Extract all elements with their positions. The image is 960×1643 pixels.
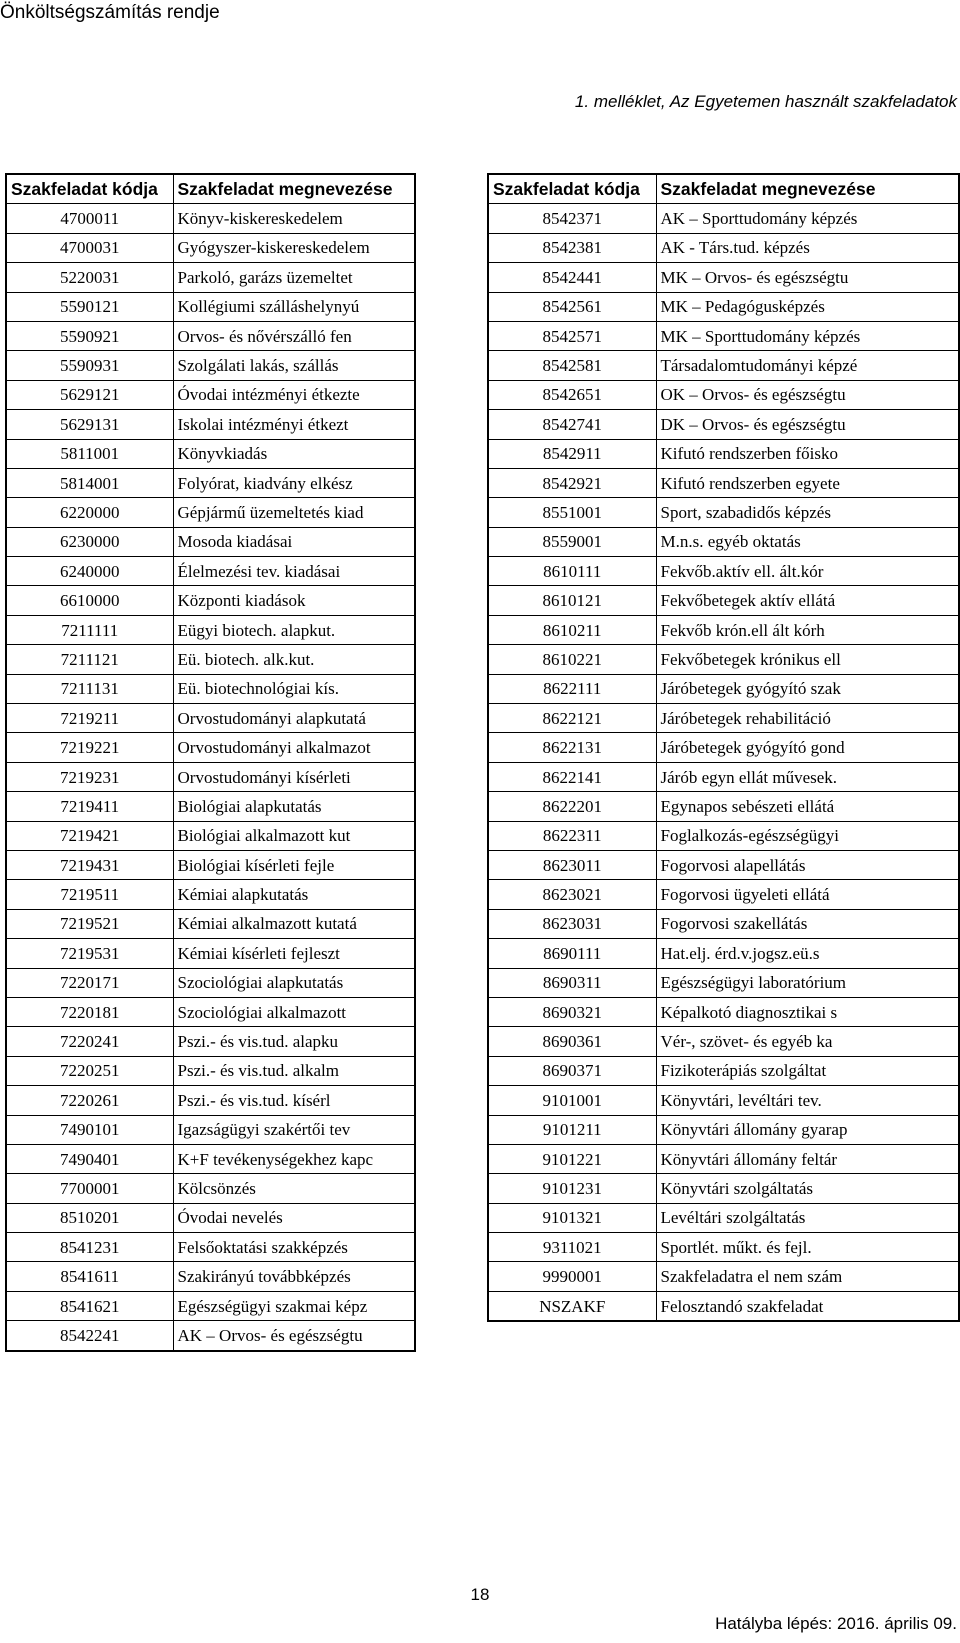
table-row — [6, 968, 415, 997]
task-name-cell: Kölcsönzés — [173, 1174, 415, 1203]
page-number: 18 — [470, 1585, 490, 1604]
task-code-cell: 5629131 — [6, 410, 173, 439]
task-code-cell: 8542741 — [488, 410, 656, 439]
task-code-cell: 8622141 — [488, 762, 656, 791]
table-row — [6, 351, 415, 380]
task-name-cell: Járóbetegek rehabilitáció — [656, 704, 959, 733]
table-row — [488, 557, 959, 586]
table-row — [6, 380, 415, 409]
table-row — [6, 586, 415, 615]
name-column-header: Szakfeladat megnevezése — [656, 174, 959, 204]
table-row — [488, 1262, 959, 1291]
left-table-body — [6, 204, 415, 1351]
table-row — [488, 351, 959, 380]
task-code-cell: 7219221 — [6, 733, 173, 762]
table-row — [488, 410, 959, 439]
task-code-cell: 8542911 — [488, 439, 656, 468]
task-code-cell: 6230000 — [6, 527, 173, 556]
task-name-cell: Eügyi biotech. alapkut. — [173, 615, 415, 644]
task-name-cell: Eü. biotechnológiai kís. — [173, 674, 415, 703]
table-row — [6, 1115, 415, 1144]
table-row — [6, 821, 415, 850]
task-code-cell: 8541611 — [6, 1262, 173, 1291]
annex-subtitle: 1. melléklet, Az Egyetemen használt szakfeladatok — [574, 92, 957, 111]
task-code-cell: 8610121 — [488, 586, 656, 615]
name-column-header: Szakfeladat megnevezése — [173, 174, 415, 204]
task-code-cell: 8690311 — [488, 968, 656, 997]
task-code-cell: 7219421 — [6, 821, 173, 850]
task-name-cell: Könyvtári, levéltári tev. — [656, 1086, 959, 1115]
table-row — [488, 615, 959, 644]
task-code-cell: 7219521 — [6, 909, 173, 938]
task-code-cell: 7220171 — [6, 968, 173, 997]
task-code-cell: 7220241 — [6, 1027, 173, 1056]
task-name-cell: Hat.elj. érd.v.jogsz.eü.s — [656, 939, 959, 968]
table-row — [488, 1291, 959, 1321]
task-name-cell: Szakirányú továbbképzés — [173, 1262, 415, 1291]
table-row — [6, 615, 415, 644]
table-row — [6, 292, 415, 321]
task-name-cell: Kémiai alapkutatás — [173, 880, 415, 909]
task-code-cell: 7219211 — [6, 704, 173, 733]
task-name-cell: Eü. biotech. alk.kut. — [173, 645, 415, 674]
task-name-cell: Foglalkozás-egészségügyi — [656, 821, 959, 850]
table-row — [488, 439, 959, 468]
table-row — [6, 939, 415, 968]
task-name-cell: Élelmezési tev. kiadásai — [173, 557, 415, 586]
task-name-cell: AK – Sporttudomány képzés — [656, 204, 959, 233]
task-name-cell: Biológiai kísérleti fejle — [173, 850, 415, 879]
task-code-cell: 7490101 — [6, 1115, 173, 1144]
task-code-cell: 5590931 — [6, 351, 173, 380]
task-code-cell: 9990001 — [488, 1262, 656, 1291]
table-row — [488, 527, 959, 556]
task-code-cell: 9311021 — [488, 1233, 656, 1262]
table-row — [488, 821, 959, 850]
table-row — [488, 850, 959, 879]
table-row — [6, 1144, 415, 1173]
task-name-cell: Sport, szabadidős képzés — [656, 498, 959, 527]
task-name-cell: Sportlét. műkt. és fejl. — [656, 1233, 959, 1262]
task-name-cell: Kémiai alkalmazott kutatá — [173, 909, 415, 938]
table-row — [488, 204, 959, 233]
task-name-cell: AK - Társ.tud. képzés — [656, 233, 959, 262]
task-name-cell: Kifutó rendszerben egyete — [656, 468, 959, 497]
left-table-header-row — [6, 174, 415, 204]
task-name-cell: Fekvőb krón.ell ált kórh — [656, 615, 959, 644]
task-code-cell: 7219431 — [6, 850, 173, 879]
task-code-cell: 8623021 — [488, 880, 656, 909]
table-row — [6, 997, 415, 1026]
task-code-cell: 7211121 — [6, 645, 173, 674]
table-row — [6, 792, 415, 821]
task-name-cell: Iskolai intézményi étkezt — [173, 410, 415, 439]
task-name-cell: Járóbetegek gyógyító gond — [656, 733, 959, 762]
task-name-cell: Folyórat, kiadvány elkész — [173, 468, 415, 497]
task-name-cell: Képalkotó diagnosztikai s — [656, 997, 959, 1026]
task-code-cell: 9101001 — [488, 1086, 656, 1115]
task-name-cell: Járób egyn ellát művesek. — [656, 762, 959, 791]
task-name-cell: Központi kiadások — [173, 586, 415, 615]
task-code-cell: 8559001 — [488, 527, 656, 556]
task-code-cell: 8690321 — [488, 997, 656, 1026]
task-code-cell: 8610111 — [488, 557, 656, 586]
task-code-cell: 8622201 — [488, 792, 656, 821]
task-name-cell: Orvostudományi alkalmazot — [173, 733, 415, 762]
table-row — [488, 292, 959, 321]
task-code-cell: 8542371 — [488, 204, 656, 233]
task-code-cell: 8542381 — [488, 233, 656, 262]
task-name-cell: Szociológiai alapkutatás — [173, 968, 415, 997]
table-row — [488, 645, 959, 674]
task-name-cell: Óvodai nevelés — [173, 1203, 415, 1232]
task-code-cell: 8542571 — [488, 321, 656, 350]
table-row — [488, 1056, 959, 1085]
table-row — [6, 1321, 415, 1351]
table-row — [488, 733, 959, 762]
task-name-cell: Orvos- és nővérszálló fen — [173, 321, 415, 350]
table-row — [6, 468, 415, 497]
table-row — [488, 233, 959, 262]
task-code-cell: 8542651 — [488, 380, 656, 409]
task-name-cell: Igazságügyi szakértői tev — [173, 1115, 415, 1144]
task-name-cell: Gépjármű üzemeltetés kiad — [173, 498, 415, 527]
task-name-cell: K+F tevékenységekhez kapc — [173, 1144, 415, 1173]
table-row — [6, 909, 415, 938]
table-row — [488, 674, 959, 703]
table-row — [6, 557, 415, 586]
task-name-cell: MK – Pedagógusképzés — [656, 292, 959, 321]
task-code-cell: 8622311 — [488, 821, 656, 850]
task-code-cell: 8551001 — [488, 498, 656, 527]
task-code-cell: 6610000 — [6, 586, 173, 615]
task-name-cell: Társadalomtudományi képzé — [656, 351, 959, 380]
task-name-cell: Szakfeladatra el nem szám — [656, 1262, 959, 1291]
task-code-cell: 7219231 — [6, 762, 173, 791]
task-code-cell: 5220031 — [6, 263, 173, 292]
task-code-cell: 8542921 — [488, 468, 656, 497]
task-name-cell: Levéltári szolgáltatás — [656, 1203, 959, 1232]
task-name-cell: Fogorvosi ügyeleti ellátá — [656, 880, 959, 909]
task-name-cell: Biológiai alapkutatás — [173, 792, 415, 821]
task-code-cell: 7220181 — [6, 997, 173, 1026]
table-row — [6, 321, 415, 350]
task-name-cell: OK – Orvos- és egészségtu — [656, 380, 959, 409]
table-row — [6, 410, 415, 439]
task-name-cell: Kifutó rendszerben főisko — [656, 439, 959, 468]
task-code-cell: 7490401 — [6, 1144, 173, 1173]
task-name-cell: MK – Sporttudomány képzés — [656, 321, 959, 350]
task-name-cell: Könyvtári szolgáltatás — [656, 1174, 959, 1203]
task-name-cell: Parkoló, garázs üzemeltet — [173, 263, 415, 292]
task-name-cell: Fogorvosi szakellátás — [656, 909, 959, 938]
task-name-cell: Orvostudományi alapkutatá — [173, 704, 415, 733]
task-name-cell: Biológiai alkalmazott kut — [173, 821, 415, 850]
task-name-cell: Felosztandó szakfeladat — [656, 1291, 959, 1321]
task-name-cell: Szolgálati lakás, szállás — [173, 351, 415, 380]
table-row — [6, 762, 415, 791]
table-row — [488, 1086, 959, 1115]
task-code-cell: 6240000 — [6, 557, 173, 586]
table-row — [6, 1174, 415, 1203]
task-name-cell: Pszi.- és vis.tud. alkalm — [173, 1056, 415, 1085]
task-code-cell: NSZAKF — [488, 1291, 656, 1321]
task-code-cell: 5811001 — [6, 439, 173, 468]
table-row — [6, 1262, 415, 1291]
task-code-cell: 9101221 — [488, 1144, 656, 1173]
table-row — [488, 1144, 959, 1173]
table-row — [488, 586, 959, 615]
task-code-cell: 7211111 — [6, 615, 173, 644]
task-name-cell: Fizikoterápiás szolgáltat — [656, 1056, 959, 1085]
task-code-cell: 9101231 — [488, 1174, 656, 1203]
task-code-cell: 7211131 — [6, 674, 173, 703]
document-title: Önköltségszámítás rendje — [0, 2, 220, 23]
table-row — [488, 792, 959, 821]
table-row — [6, 1203, 415, 1232]
table-row — [488, 321, 959, 350]
task-code-cell: 8542561 — [488, 292, 656, 321]
code-column-header: Szakfeladat kódja — [6, 174, 173, 204]
table-row — [488, 498, 959, 527]
task-code-cell: 8542241 — [6, 1321, 173, 1351]
task-name-cell: AK – Orvos- és egészségtu — [173, 1321, 415, 1351]
task-code-cell: 8622131 — [488, 733, 656, 762]
task-code-cell: 4700011 — [6, 204, 173, 233]
task-name-cell: Vér-, szövet- és egyéb ka — [656, 1027, 959, 1056]
task-name-cell: Fekvőb.aktív ell. ált.kór — [656, 557, 959, 586]
table-row — [488, 1233, 959, 1262]
table-row — [488, 880, 959, 909]
task-name-cell: Kémiai kísérleti fejleszt — [173, 939, 415, 968]
table-row — [6, 1291, 415, 1320]
right-task-table — [487, 173, 960, 1322]
effective-date: Hatályba lépés: 2016. április 09. — [715, 1614, 957, 1633]
task-name-cell: Egészségügyi laboratórium — [656, 968, 959, 997]
table-row — [488, 468, 959, 497]
task-name-cell: Fekvőbetegek aktív ellátá — [656, 586, 959, 615]
left-task-table — [5, 173, 416, 1352]
task-name-cell: Óvodai intézményi étkezte — [173, 380, 415, 409]
table-row — [6, 1086, 415, 1115]
table-row — [488, 1203, 959, 1232]
table-row — [488, 1027, 959, 1056]
table-row — [488, 939, 959, 968]
task-name-cell: Fogorvosi alapellátás — [656, 850, 959, 879]
task-name-cell: Gyógyszer-kiskereskedelem — [173, 233, 415, 262]
task-code-cell: 7220261 — [6, 1086, 173, 1115]
task-name-cell: Egynapos sebészeti ellátá — [656, 792, 959, 821]
table-row — [6, 439, 415, 468]
task-code-cell: 5590121 — [6, 292, 173, 321]
task-code-cell: 7220251 — [6, 1056, 173, 1085]
task-name-cell: Fekvőbetegek krónikus ell — [656, 645, 959, 674]
code-column-header: Szakfeladat kódja — [488, 174, 656, 204]
task-name-cell: Könyv-kiskereskedelem — [173, 204, 415, 233]
table-row — [488, 968, 959, 997]
task-code-cell: 7219411 — [6, 792, 173, 821]
table-row — [488, 380, 959, 409]
task-code-cell: 7219531 — [6, 939, 173, 968]
task-name-cell: MK – Orvos- és egészségtu — [656, 263, 959, 292]
table-row — [6, 674, 415, 703]
task-code-cell: 5629121 — [6, 380, 173, 409]
task-code-cell: 5814001 — [6, 468, 173, 497]
table-row — [6, 1233, 415, 1262]
table-row — [488, 1174, 959, 1203]
task-code-cell: 7219511 — [6, 880, 173, 909]
task-code-cell: 8541231 — [6, 1233, 173, 1262]
task-code-cell: 4700031 — [6, 233, 173, 262]
table-row — [6, 645, 415, 674]
task-name-cell: Orvostudományi kísérleti — [173, 762, 415, 791]
task-code-cell: 8510201 — [6, 1203, 173, 1232]
task-code-cell: 5590921 — [6, 321, 173, 350]
task-code-cell: 8690371 — [488, 1056, 656, 1085]
task-name-cell: Könyvtári állomány gyarap — [656, 1115, 959, 1144]
table-row — [6, 233, 415, 262]
task-name-cell: Könyvtári állomány feltár — [656, 1144, 959, 1173]
task-name-cell: Egészségügyi szakmai képz — [173, 1291, 415, 1320]
table-row — [6, 704, 415, 733]
right-table-body — [488, 204, 959, 1321]
table-row — [488, 1115, 959, 1144]
task-code-cell: 8610221 — [488, 645, 656, 674]
task-name-cell: Kollégiumi szálláshelynyú — [173, 292, 415, 321]
task-code-cell: 8541621 — [6, 1291, 173, 1320]
right-table-header-row — [488, 174, 959, 204]
task-code-cell: 9101211 — [488, 1115, 656, 1144]
table-row — [488, 762, 959, 791]
task-code-cell: 8690361 — [488, 1027, 656, 1056]
task-name-cell: Szociológiai alkalmazott — [173, 997, 415, 1026]
table-row — [6, 880, 415, 909]
task-name-cell: Könyvkiadás — [173, 439, 415, 468]
task-name-cell: Felsőoktatási szakképzés — [173, 1233, 415, 1262]
table-row — [488, 263, 959, 292]
task-name-cell: Pszi.- és vis.tud. alapku — [173, 1027, 415, 1056]
task-code-cell: 9101321 — [488, 1203, 656, 1232]
table-row — [6, 850, 415, 879]
task-code-cell: 8622111 — [488, 674, 656, 703]
task-name-cell: M.n.s. egyéb oktatás — [656, 527, 959, 556]
table-row — [6, 204, 415, 233]
table-row — [488, 704, 959, 733]
task-code-cell: 8623031 — [488, 909, 656, 938]
task-name-cell: Mosoda kiadásai — [173, 527, 415, 556]
task-name-cell: Járóbetegek gyógyító szak — [656, 674, 959, 703]
table-row — [6, 527, 415, 556]
task-name-cell: DK – Orvos- és egészségtu — [656, 410, 959, 439]
table-row — [6, 1027, 415, 1056]
task-code-cell: 8542441 — [488, 263, 656, 292]
task-code-cell: 8542581 — [488, 351, 656, 380]
task-code-cell: 8622121 — [488, 704, 656, 733]
task-code-cell: 7700001 — [6, 1174, 173, 1203]
task-name-cell: Pszi.- és vis.tud. kísérl — [173, 1086, 415, 1115]
task-code-cell: 6220000 — [6, 498, 173, 527]
table-row — [6, 1056, 415, 1085]
task-code-cell: 8623011 — [488, 850, 656, 879]
table-row — [488, 997, 959, 1026]
table-row — [6, 498, 415, 527]
task-code-cell: 8690111 — [488, 939, 656, 968]
table-row — [6, 263, 415, 292]
table-row — [6, 733, 415, 762]
table-row — [488, 909, 959, 938]
task-code-cell: 8610211 — [488, 615, 656, 644]
